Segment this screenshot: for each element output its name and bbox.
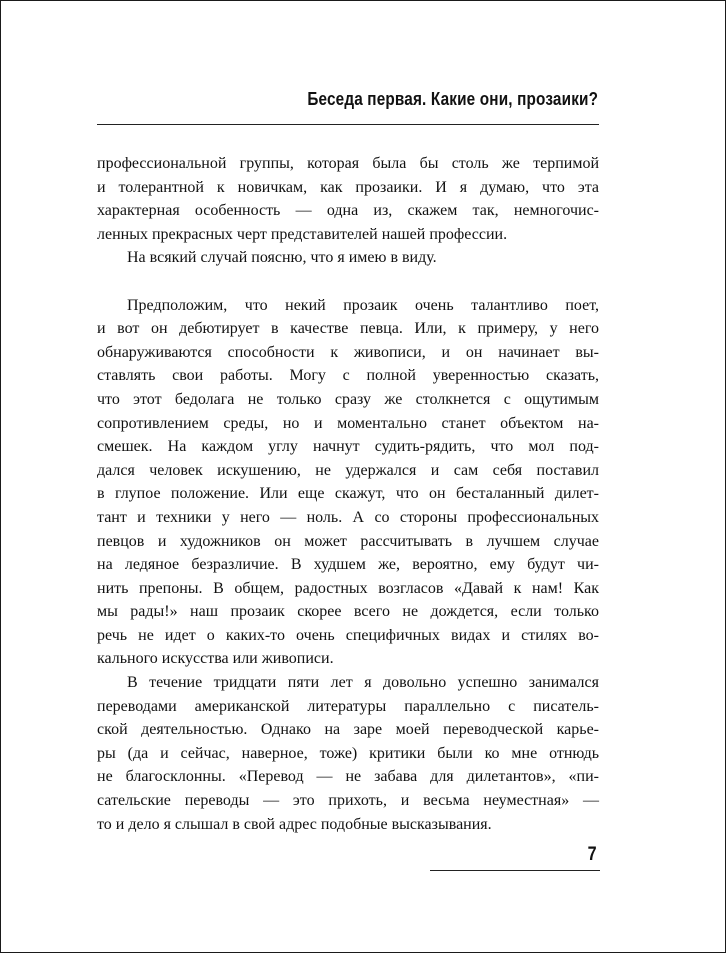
text-line: переводами американской литературы параллельно с писатель- <box>97 697 599 715</box>
text-line: дался человек искушению, не удержался и сам себя поставил <box>97 461 599 479</box>
paragraph <box>97 671 599 836</box>
text-line: тант и техники у него — ноль. А со стороны профессиональных <box>97 508 599 526</box>
text-line: смешек. На каждом углу начнут судить-рядить, что мол под- <box>97 438 599 456</box>
text-line: то и дело я слышал в свой адрес подобные высказывания. <box>97 815 492 833</box>
running-head: Беседа первая. Какие они, прозаики? <box>307 89 598 109</box>
text-line: В течение тридцати пяти лет я довольно успешно занимался <box>127 674 599 692</box>
paragraph <box>97 152 599 246</box>
text-line: На всякий случай поясню, что я имею в виду. <box>127 249 437 267</box>
header-rule <box>97 124 599 125</box>
text-line: нить препоны. В общем, радостных возгласов «Давай к нам! Как <box>97 579 599 597</box>
text-line: и толерантной к новичкам, как прозаики. И я думаю, что эта <box>97 178 599 196</box>
paragraph <box>97 294 599 672</box>
text-line: певцов и художников он может рассчитывать в лучшем случае <box>97 532 599 550</box>
text-line: в глупое положение. Или еще скажут, что он бесталанный дилет- <box>97 485 599 503</box>
text-line: сательские переводы — это прихоть, и весьма неуместная» — <box>97 792 599 810</box>
text-line: ры (да и сейчас, наверное, тоже) критики были ко мне отнюдь <box>97 744 599 762</box>
text-line: мы рады!» наш прозаик скорее всего не дождется, если только <box>97 603 599 621</box>
paragraph-gap <box>97 270 599 294</box>
body-text <box>97 152 599 836</box>
footer-rule <box>430 870 600 871</box>
text-line: ставлять свои работы. Могу с полной уверенностью сказать, <box>97 367 599 385</box>
text-line: на ледяное безразличие. В худшем же, вероятно, ему будут чи- <box>97 556 599 574</box>
text-line: речь не идет о каких-то очень специфичных видах и стилях во- <box>97 626 599 644</box>
text-line: характерная особенность — одна из, скажем так, немногочис- <box>97 202 599 220</box>
text-line: не благосклонны. «Перевод — не забава для дилетантов», «пи- <box>97 768 599 786</box>
text-line: что этот бедолага не только сразу же столкнется с ощутимым <box>97 390 599 408</box>
text-line: сопротивлением среды, но и моментально станет объектом на- <box>97 414 599 432</box>
text-line: ленных прекрасных черт представителей нашей профессии. <box>97 225 508 243</box>
text-line: Предположим, что некий прозаик очень талантливо поет, <box>127 296 599 314</box>
text-line: обнаруживаются способности к живописи, и он начинает вы- <box>97 343 599 361</box>
page-number: 7 <box>588 844 597 865</box>
text-line: ской деятельностью. Однако на заре моей переводческой карье- <box>97 721 599 739</box>
text-line: кального искусства или живописи. <box>97 650 334 668</box>
paragraph <box>97 246 599 270</box>
text-line: профессиональной группы, которая была бы столь же терпимой <box>97 155 599 172</box>
text-line: и вот он дебютирует в качестве певца. Или, к примеру, у него <box>97 320 599 338</box>
